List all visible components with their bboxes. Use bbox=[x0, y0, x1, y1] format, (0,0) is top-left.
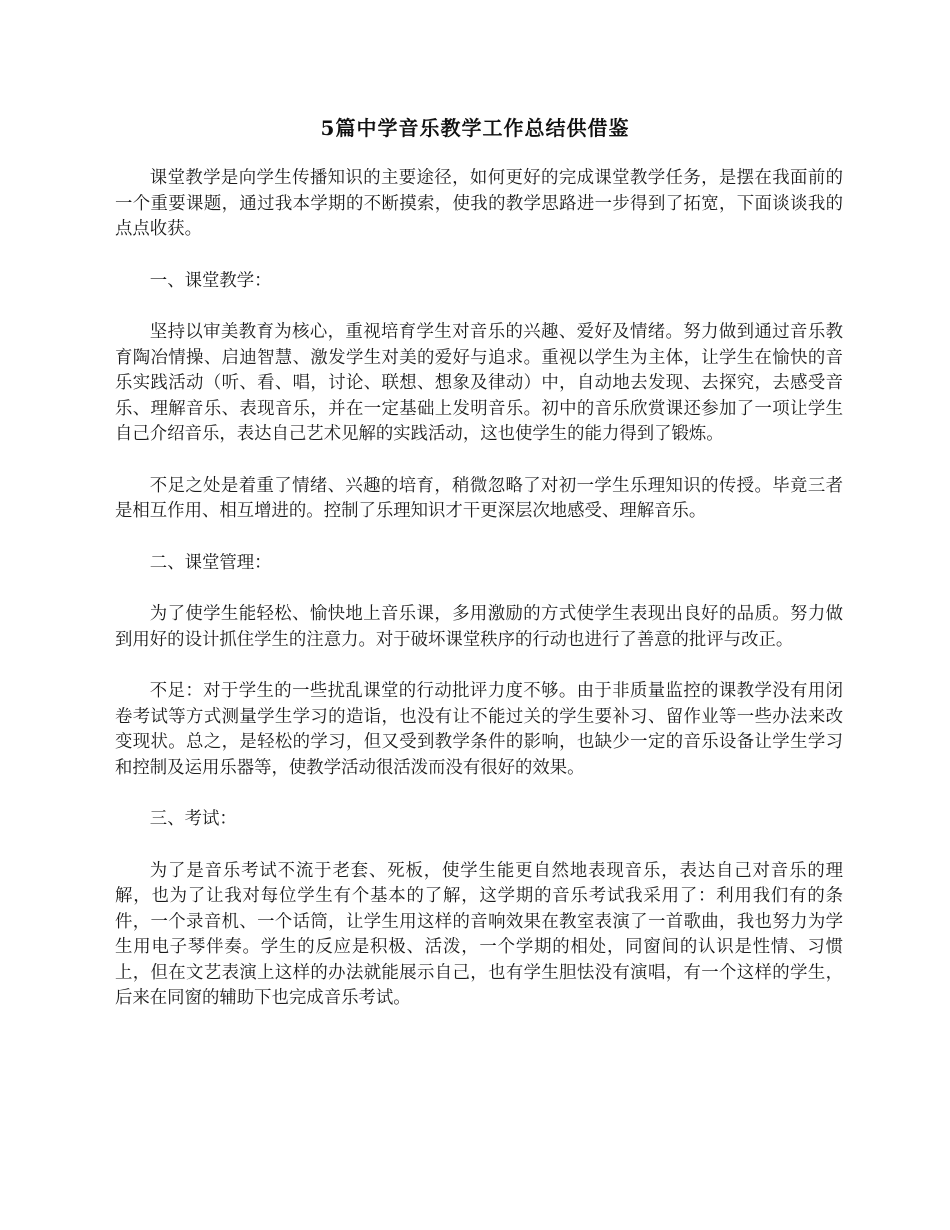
paragraph-teaching-shortcomings: 不足之处是着重了情绪、兴趣的培育，稍微忽略了对初一学生乐理知识的传授。毕竟三者是相互作用、相互增进的。控制了乐理知识才干更深层次地感受、理解音乐。 bbox=[115, 475, 843, 521]
document-title: 5篇中学音乐教学工作总结供借鉴 bbox=[320, 116, 630, 140]
section-heading-classroom-teaching: 一、课堂教学： bbox=[149, 270, 272, 291]
paragraph-intro: 课堂教学是向学生传播知识的主要途径，如何更好的完成课堂教学任务，是摆在我面前的一个重要课题，通过我本学期的不断摸索，使我的教学思路进一步得到了拓宽，下面谈谈我的点点收获。 bbox=[115, 168, 843, 239]
document-body bbox=[115, 166, 843, 1038]
paragraph-classroom-teaching: 坚持以审美教育为核心，重视培育学生对音乐的兴趣、爱好及情绪。努力做到通过音乐教育陶冶情操、启迪智慧、激发学生对美的爱好与追求。重视以学生为主体，让学生在愉快的音乐实践活动（听、看、唱，讨论、联想、想象及律动）中，自动地去发现、去探究，去感受音乐、理解音乐、表现音乐，并在一定基础上发明音乐。初中的音乐欣赏课还参加了一项让学生自己介绍音乐，表达自己艺术见解的实践活动，这也使学生的能力得到了锻炼。 bbox=[115, 322, 843, 444]
section-heading-exams: 三、考试： bbox=[149, 809, 237, 829]
paragraph-exams: 为了是音乐考试不流于老套、死板，使学生能更自然地表现音乐，表达自己对音乐的理解，也为了让我对每位学生有个基本的了解，这学期的音乐考试我采用了：利用我们有的条件，一个录音机、一个话筒，让学生用这样的音响效果在教室表演了一首歌曲，我也努力为学生用电子琴伴奏。学生的反应是积极、活泼，一个学期的相处，同窗间的认识是性情、习惯上，但在文艺表演上这样的办法就能展示自己，也有学生胆怯没有演唱，有一个这样的学生，后来在同窗的辅助下也完成音乐考试。 bbox=[115, 860, 843, 1008]
paragraph-management-shortcomings: 不足：对于学生的一些扰乱课堂的行动批评力度不够。由于非质量监控的课教学没有用闭卷考试等方式测量学生学习的造诣，也没有让不能过关的学生要补习、留作业等一些办法来改变现状。总之，是轻松的学习，但又受到教学条件的影响，也缺少一定的音乐设备让学生学习和控制及运用乐器等，使教学活动很活泼而没有很好的效果。 bbox=[115, 681, 843, 778]
paragraph-classroom-management: 为了使学生能轻松、愉快地上音乐课，多用激励的方式使学生表现出良好的品质。努力做到用好的设计抓住学生的注意力。对于破坏课堂秩序的行动也进行了善意的批评与改正。 bbox=[115, 604, 843, 650]
section-heading-classroom-management: 二、课堂管理： bbox=[149, 552, 272, 573]
